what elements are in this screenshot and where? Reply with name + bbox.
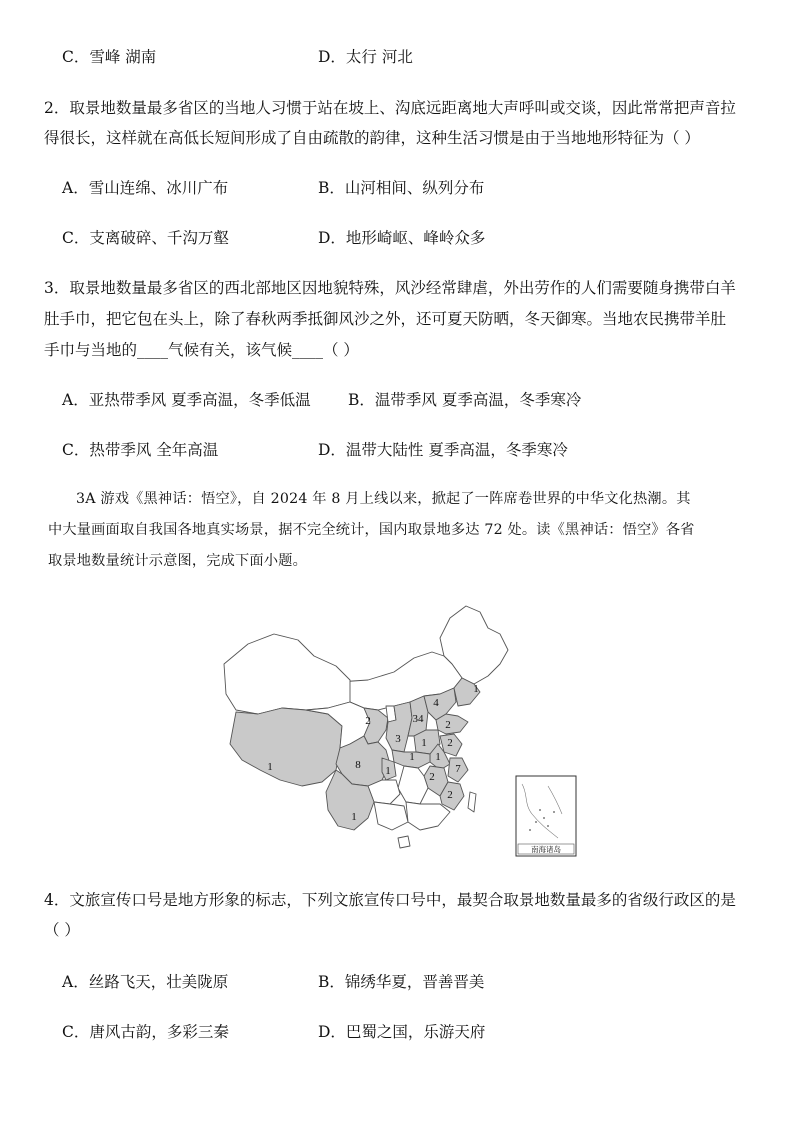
china-province-map <box>218 598 580 860</box>
q3-stem-line1: 3．取景地数量最多省区的西北部地区因地貌特殊，风沙经常肆虐，外出劳作的人们需要随身携带白羊 <box>44 279 736 297</box>
q3-option-c: C．热带季风 全年高温 <box>62 441 219 459</box>
q3-stem-line2: 肚手巾，把它包在头上，除了春秋两季抵御风沙之外，还可夏天防晒，冬天御寒。当地农民携带羊肚 <box>44 310 727 328</box>
map-region-tibet <box>230 708 342 786</box>
map-region-shandong <box>436 714 468 734</box>
province-count-label: 2 <box>365 715 371 727</box>
province-count-label: 34 <box>412 713 424 725</box>
material-line2: 中大量画面取自我国各地真实场景，据不完全统计，国内取景地多达 72 处。读《黑神话：悟空》各省 <box>48 522 695 538</box>
q4-option-d: D．巴蜀之国，乐游天府 <box>318 1023 486 1041</box>
q2-stem-line1: 2．取景地数量最多省区的当地人习惯于站在坡上、沟底远距离地大声呼叫或交谈，因此常常把声音拉 <box>44 99 736 117</box>
province-count-label: 4 <box>433 697 439 709</box>
q4-stem-line1: 4．文旅宣传口号是地方形象的标志，下列文旅宣传口号中，最契合取景地数量最多的省级行政区的是 <box>44 891 736 909</box>
map-region-guangxi <box>374 802 408 830</box>
material-line1: 3A 游戏《黑神话：悟空》，自 2024 年 8 月上线以来，掀起了一阵席卷世界的中华文化热潮。其 <box>76 491 691 507</box>
province-count-label: 1 <box>473 683 479 695</box>
province-count-label: 2 <box>447 789 453 801</box>
province-count-label: 1 <box>421 737 427 749</box>
material-paragraph <box>48 484 753 577</box>
province-count-label: 7 <box>455 763 461 775</box>
q3-option-b: B．温带季风 夏季高温，冬季寒冷 <box>348 391 582 409</box>
province-count-label: 2 <box>447 737 453 749</box>
q4-stem-line2: （ ） <box>44 921 80 939</box>
q1-option-d: D．太行 河北 <box>318 48 413 66</box>
map-region-hainan <box>398 836 410 848</box>
q2-option-c: C．支离破碎、千沟万壑 <box>62 229 229 247</box>
q3-option-a: A．亚热带季风 夏季高温，冬季低温 <box>62 391 311 409</box>
material-line3: 取景地数量统计示意图，完成下面小题。 <box>48 553 307 569</box>
q3-stem-line3: 手巾与当地的____气候有关，该气候____（ ） <box>44 341 359 359</box>
q1-option-c: C．雪峰 湖南 <box>62 48 157 66</box>
province-count-label: 1 <box>351 811 357 823</box>
province-count-label: 8 <box>355 759 361 771</box>
province-count-label: 1 <box>267 761 273 773</box>
map-region-xinjiang <box>224 634 350 714</box>
province-count-label: 2 <box>445 719 451 731</box>
q4-option-a: A．丝路飞天，壮美陇原 <box>62 973 229 991</box>
q3-option-d: D．温带大陆性 夏季高温，冬季寒冷 <box>318 441 568 459</box>
map-region-guangdong <box>406 802 450 830</box>
q4-option-b: B．锦绣华夏，晋善晋美 <box>318 973 485 991</box>
q2-option-a: A．雪山连绵、冰川广布 <box>62 179 229 197</box>
q2-option-d: D．地形崎岖、峰岭众多 <box>318 229 486 247</box>
map-region-taiwan <box>468 792 476 812</box>
province-count-label: 3 <box>395 733 401 745</box>
inset-label: 南海诸岛 <box>531 845 561 854</box>
province-count-label: 2 <box>429 771 435 783</box>
province-count-label: 1 <box>435 751 441 763</box>
q2-option-b: B．山河相间、纵列分布 <box>318 179 485 197</box>
q2-stem-line2: 得很长，这样就在高低长短间形成了自由疏散的韵律，这种生活习惯是由于当地地形特征为（ ） <box>44 129 700 147</box>
province-count-label: 1 <box>409 751 415 763</box>
province-count-label: 1 <box>385 765 391 777</box>
q4-option-c: C．唐风古韵，多彩三秦 <box>62 1023 229 1041</box>
map-region-hunan <box>398 766 428 804</box>
